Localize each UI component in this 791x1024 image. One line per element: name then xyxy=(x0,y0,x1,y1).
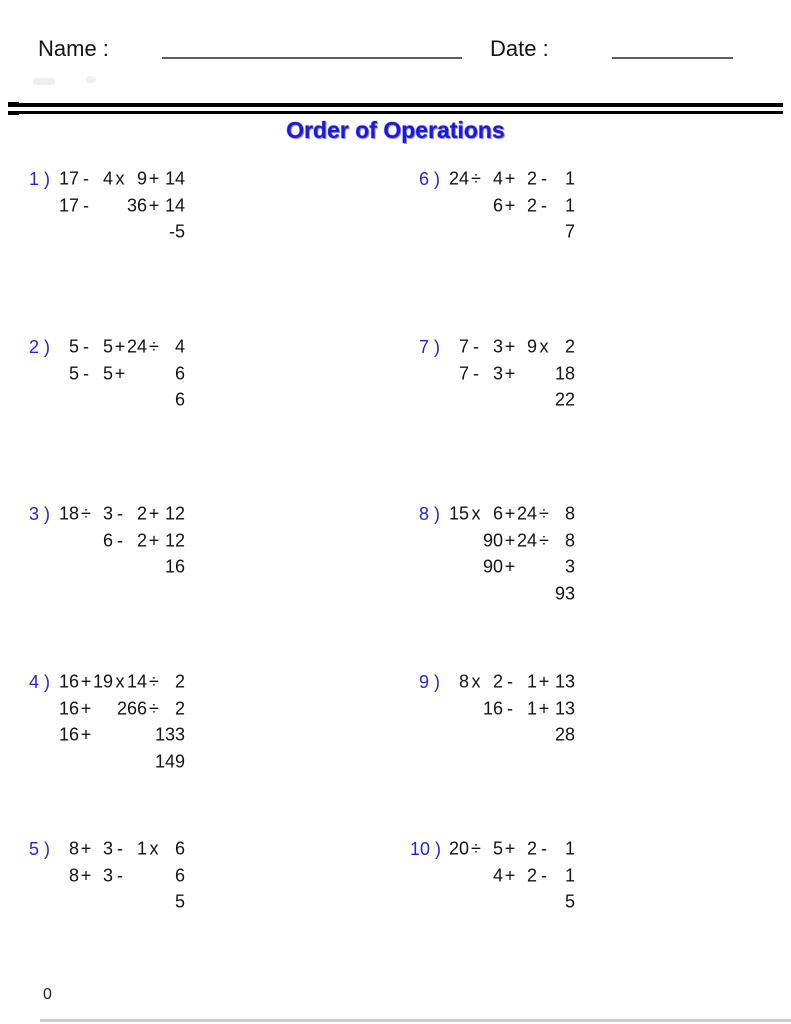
problem-number: 5 ) xyxy=(28,838,50,859)
operand: 36 xyxy=(126,195,147,216)
equation-row xyxy=(20,166,185,193)
problem-number: 10 ) xyxy=(410,838,442,859)
operator xyxy=(115,193,125,220)
operand xyxy=(127,889,147,916)
equation-row xyxy=(410,889,575,916)
page-title: Order of Operations xyxy=(286,117,505,143)
operand xyxy=(93,193,113,220)
operator: + xyxy=(114,336,126,357)
operator: + xyxy=(80,838,92,859)
problem-3 xyxy=(20,501,185,581)
equation-row xyxy=(410,334,575,361)
operand: 4 xyxy=(102,168,113,189)
operand: 4 xyxy=(492,865,503,886)
operand xyxy=(93,696,113,723)
operand xyxy=(93,387,113,414)
operator xyxy=(471,193,481,220)
operand: 2 xyxy=(136,530,147,551)
operator xyxy=(115,554,125,581)
operator xyxy=(81,554,91,581)
operand xyxy=(447,696,469,723)
operand xyxy=(517,554,537,581)
operator xyxy=(539,581,549,608)
operator xyxy=(149,889,159,916)
operator xyxy=(505,581,515,608)
operand: 16 xyxy=(164,556,185,577)
operand xyxy=(93,889,113,916)
operand: 266 xyxy=(116,698,147,719)
problem-number: 4 ) xyxy=(28,671,50,692)
operand: 6 xyxy=(492,503,503,524)
operator: - xyxy=(83,336,89,357)
operator: - xyxy=(83,168,89,189)
operand: 3 xyxy=(492,336,503,357)
operator: x xyxy=(471,671,481,692)
name-label: Name : xyxy=(38,36,109,61)
operand xyxy=(127,863,147,890)
operand xyxy=(447,193,469,220)
operand: 24 xyxy=(516,503,537,524)
operand xyxy=(447,387,469,414)
problem-number: 1 ) xyxy=(28,168,50,189)
operand xyxy=(483,722,503,749)
operator: ÷ xyxy=(471,838,481,859)
operator: + xyxy=(148,503,160,524)
operator xyxy=(505,889,515,916)
problem-number: 7 ) xyxy=(418,336,440,357)
operand xyxy=(483,387,503,414)
operand: 5 xyxy=(68,336,79,357)
operator: x xyxy=(115,671,125,692)
problem-number: 3 ) xyxy=(28,503,50,524)
operand: 8 xyxy=(564,503,575,524)
operand: 3 xyxy=(102,838,113,859)
equation-row xyxy=(20,219,185,246)
operand: 20 xyxy=(448,838,469,859)
problem-9 xyxy=(410,669,575,749)
erased-smudge xyxy=(33,78,55,85)
operand xyxy=(483,889,503,916)
operator xyxy=(471,387,481,414)
operator: + xyxy=(114,363,126,384)
operand: 149 xyxy=(154,751,185,772)
operand xyxy=(127,722,147,749)
page-number: 0 xyxy=(43,986,52,1003)
operand: 15 xyxy=(448,503,469,524)
operand: 7 xyxy=(458,336,469,357)
operand: 24 xyxy=(448,168,469,189)
date-blank-line[interactable] xyxy=(612,57,733,59)
operand: 1 xyxy=(526,698,537,719)
operand xyxy=(447,722,469,749)
equation-row xyxy=(20,528,185,555)
operand: 5 xyxy=(102,336,113,357)
equation-row xyxy=(20,696,185,723)
operator xyxy=(539,722,549,749)
operator: x xyxy=(471,503,481,524)
equation-row xyxy=(20,501,185,528)
problem-number: 9 ) xyxy=(418,671,440,692)
operand xyxy=(93,554,113,581)
operand: 9 xyxy=(136,168,147,189)
operand: 14 xyxy=(164,168,185,189)
operand: 6 xyxy=(492,195,503,216)
operand: 2 xyxy=(174,671,185,692)
operator xyxy=(115,219,125,246)
problem-10 xyxy=(410,836,575,916)
problem-4 xyxy=(20,669,185,775)
equation-row xyxy=(20,554,185,581)
operand xyxy=(447,528,469,555)
operand: 13 xyxy=(554,698,575,719)
operator xyxy=(471,722,481,749)
operand xyxy=(517,387,537,414)
operand xyxy=(127,749,147,776)
operand: 90 xyxy=(482,556,503,577)
equation-row xyxy=(20,722,185,749)
operator xyxy=(471,889,481,916)
operator: x xyxy=(149,838,159,859)
equation-row xyxy=(20,749,185,776)
operand: 2 xyxy=(136,503,147,524)
operand xyxy=(447,581,469,608)
operator: ÷ xyxy=(471,168,481,189)
equation-row xyxy=(20,361,185,388)
operand xyxy=(57,889,79,916)
equation-row xyxy=(410,528,575,555)
operator: x xyxy=(539,336,549,357)
operator: + xyxy=(148,530,160,551)
operator xyxy=(81,528,91,555)
operator: ÷ xyxy=(149,336,159,357)
operator: - xyxy=(541,168,547,189)
operand: 4 xyxy=(492,168,503,189)
operator xyxy=(149,554,159,581)
operator: - xyxy=(541,838,547,859)
equation-row xyxy=(410,581,575,608)
problem-6 xyxy=(410,166,575,246)
equation-row xyxy=(410,669,575,696)
operand: 133 xyxy=(154,724,185,745)
operand: 2 xyxy=(564,336,575,357)
operator xyxy=(81,749,91,776)
operator: + xyxy=(148,195,160,216)
equation-row xyxy=(410,166,575,193)
operand xyxy=(93,219,113,246)
operand xyxy=(517,361,537,388)
operand: 1 xyxy=(564,168,575,189)
operand: 22 xyxy=(554,389,575,410)
equation-row xyxy=(410,219,575,246)
problem-8 xyxy=(410,501,575,607)
operator: - xyxy=(117,503,123,524)
equation-row xyxy=(410,722,575,749)
operator: + xyxy=(504,195,516,216)
operator xyxy=(505,387,515,414)
equation-row xyxy=(410,193,575,220)
operand: 1 xyxy=(526,671,537,692)
operator xyxy=(149,219,159,246)
operator: + xyxy=(538,671,550,692)
date-label: Date : xyxy=(490,36,549,61)
operand: 5 xyxy=(492,838,503,859)
operator xyxy=(539,554,549,581)
operand: 6 xyxy=(102,530,113,551)
operator xyxy=(81,219,91,246)
operator xyxy=(539,889,549,916)
operand: 1 xyxy=(136,838,147,859)
operand xyxy=(57,219,79,246)
operator xyxy=(115,387,125,414)
operand xyxy=(93,722,113,749)
operator: + xyxy=(80,671,92,692)
operand: 1 xyxy=(564,195,575,216)
operator xyxy=(115,722,125,749)
operand: 18 xyxy=(58,503,79,524)
operator xyxy=(505,219,515,246)
operand xyxy=(57,749,79,776)
operand: 16 xyxy=(482,698,503,719)
operand: 90 xyxy=(482,530,503,551)
operand: 14 xyxy=(126,671,147,692)
operand: 8 xyxy=(564,530,575,551)
operand: 4 xyxy=(174,336,185,357)
operator xyxy=(81,889,91,916)
operand xyxy=(447,889,469,916)
problem-number: 6 ) xyxy=(418,168,440,189)
operator: - xyxy=(117,865,123,886)
operand xyxy=(517,889,537,916)
operand: 14 xyxy=(164,195,185,216)
bottom-edge-line xyxy=(40,1019,791,1022)
operand xyxy=(483,581,503,608)
operand: 16 xyxy=(58,724,79,745)
operand: 5 xyxy=(68,363,79,384)
operator xyxy=(149,387,159,414)
equation-row xyxy=(410,554,575,581)
operand: 3 xyxy=(564,556,575,577)
operator: + xyxy=(504,336,516,357)
problem-5 xyxy=(20,836,185,916)
operand: 24 xyxy=(126,336,147,357)
operand: 6 xyxy=(174,865,185,886)
operand: 13 xyxy=(554,671,575,692)
operand: 93 xyxy=(554,583,575,604)
operator xyxy=(471,554,481,581)
operator xyxy=(81,387,91,414)
operand xyxy=(57,528,79,555)
equation-row xyxy=(20,334,185,361)
operator xyxy=(539,361,549,388)
operand xyxy=(127,387,147,414)
operand xyxy=(517,219,537,246)
operand xyxy=(517,722,537,749)
operand xyxy=(447,863,469,890)
operand xyxy=(447,554,469,581)
operand xyxy=(517,581,537,608)
operand: 18 xyxy=(554,363,575,384)
operand: 7 xyxy=(458,363,469,384)
operator xyxy=(471,219,481,246)
operand xyxy=(57,554,79,581)
operand: 3 xyxy=(102,865,113,886)
operand: 28 xyxy=(554,724,575,745)
operand: 1 xyxy=(564,838,575,859)
operator: - xyxy=(541,865,547,886)
operator: ÷ xyxy=(539,503,549,524)
operator: + xyxy=(148,168,160,189)
operand: 17 xyxy=(58,195,79,216)
operand xyxy=(57,387,79,414)
operand: 2 xyxy=(526,865,537,886)
equation-row xyxy=(410,361,575,388)
erased-smudge xyxy=(86,76,96,83)
operand: 3 xyxy=(102,503,113,524)
operator: x xyxy=(115,168,125,189)
problem-number: 8 ) xyxy=(418,503,440,524)
operator: + xyxy=(504,865,516,886)
operand: 6 xyxy=(174,838,185,859)
equation-row xyxy=(410,863,575,890)
operand: 2 xyxy=(174,698,185,719)
operand: 5 xyxy=(174,891,185,912)
problem-2 xyxy=(20,334,185,414)
operator: + xyxy=(80,865,92,886)
operand: 2 xyxy=(526,195,537,216)
operator: - xyxy=(117,838,123,859)
operand: 17 xyxy=(58,168,79,189)
problem-7 xyxy=(410,334,575,414)
operand: 2 xyxy=(492,671,503,692)
equation-row xyxy=(20,387,185,414)
operator: + xyxy=(504,530,516,551)
operator: ÷ xyxy=(149,671,159,692)
operand: 2 xyxy=(526,168,537,189)
operator xyxy=(471,581,481,608)
operator: - xyxy=(541,195,547,216)
operator xyxy=(115,889,125,916)
operand: 8 xyxy=(68,865,79,886)
name-blank-line[interactable] xyxy=(162,57,462,59)
operator xyxy=(149,863,159,890)
operator xyxy=(149,361,159,388)
operand: 5 xyxy=(102,363,113,384)
operator: - xyxy=(83,363,89,384)
operator: + xyxy=(504,556,516,577)
operand: 8 xyxy=(68,838,79,859)
equation-row xyxy=(20,889,185,916)
operand xyxy=(127,361,147,388)
operand: 16 xyxy=(58,671,79,692)
operand xyxy=(127,554,147,581)
equation-row xyxy=(20,193,185,220)
operator: ÷ xyxy=(81,503,91,524)
operand xyxy=(483,219,503,246)
problem-1 xyxy=(20,166,185,246)
operand: 16 xyxy=(58,698,79,719)
operand xyxy=(93,749,113,776)
operand: 8 xyxy=(458,671,469,692)
operand: 3 xyxy=(492,363,503,384)
operand: 9 xyxy=(526,336,537,357)
operator: + xyxy=(80,698,92,719)
operator xyxy=(539,219,549,246)
operator: ÷ xyxy=(149,698,159,719)
operand xyxy=(127,219,147,246)
operator xyxy=(115,749,125,776)
equation-row xyxy=(20,836,185,863)
operator xyxy=(471,863,481,890)
operator: - xyxy=(473,336,479,357)
operator: - xyxy=(83,195,89,216)
operand xyxy=(447,219,469,246)
equation-row xyxy=(410,696,575,723)
operator xyxy=(505,722,515,749)
operand: 2 xyxy=(526,838,537,859)
operator: - xyxy=(117,530,123,551)
operator: ÷ xyxy=(539,530,549,551)
operator: + xyxy=(504,838,516,859)
problem-number: 2 ) xyxy=(28,336,50,357)
operator: - xyxy=(507,671,513,692)
operator: + xyxy=(80,724,92,745)
operator: + xyxy=(504,168,516,189)
operand: 5 xyxy=(564,891,575,912)
equation-row xyxy=(20,863,185,890)
operand: 12 xyxy=(164,530,185,551)
operand: 7 xyxy=(564,221,575,242)
equation-row xyxy=(410,387,575,414)
operator xyxy=(539,387,549,414)
equation-row xyxy=(20,669,185,696)
operand: 1 xyxy=(564,865,575,886)
operand: 6 xyxy=(174,389,185,410)
operand: 19 xyxy=(92,671,113,692)
equation-row xyxy=(410,501,575,528)
equation-row xyxy=(410,836,575,863)
operand: 6 xyxy=(174,363,185,384)
operand: 12 xyxy=(164,503,185,524)
operator: + xyxy=(504,363,516,384)
operator: - xyxy=(507,698,513,719)
operator xyxy=(471,528,481,555)
divider-rule xyxy=(8,103,783,114)
operand: -5 xyxy=(168,221,185,242)
operator: - xyxy=(473,363,479,384)
operator xyxy=(471,696,481,723)
operator: + xyxy=(504,503,516,524)
operand: 24 xyxy=(516,530,537,551)
operator: + xyxy=(538,698,550,719)
